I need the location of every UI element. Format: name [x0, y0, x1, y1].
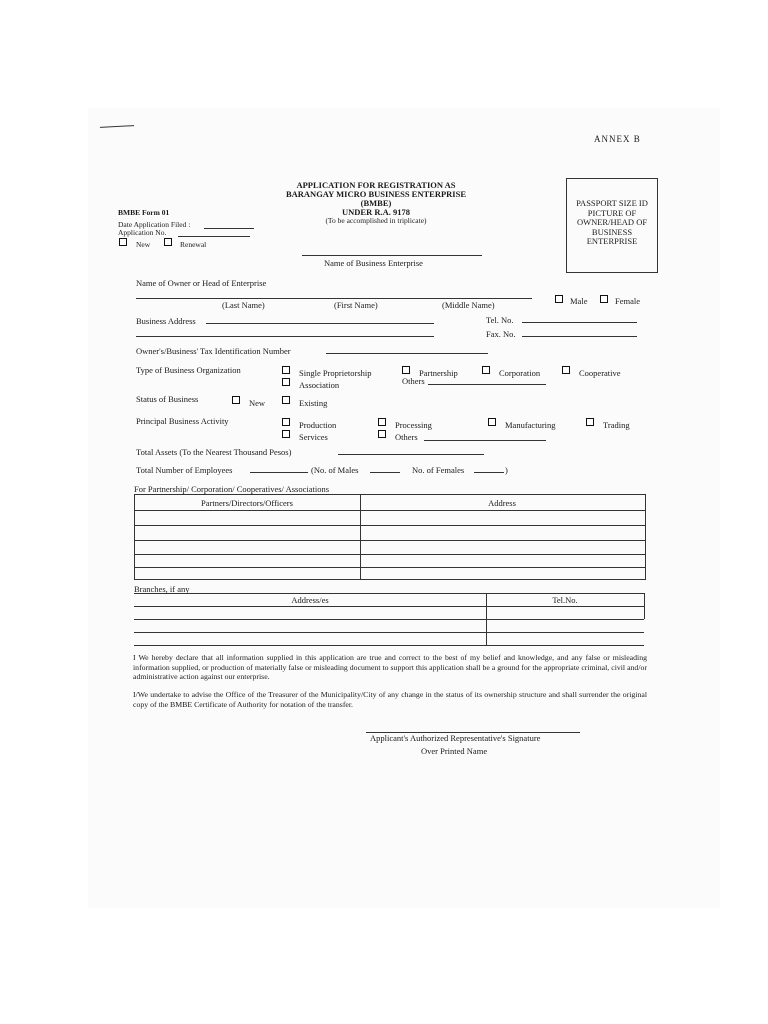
females-close: ) — [505, 465, 508, 475]
status-new-checkbox[interactable] — [232, 396, 240, 404]
declaration-paragraph-1: I We hereby declare that all information supplied in this application are true and correct to the best of my belief and knowledge, and any false or misleading information supplied, or production of materially false or misleading document to support this application shall be a ground for the appropriate criminal, civil and/or administrative action against our enterprise. — [133, 653, 647, 681]
association-checkbox[interactable] — [282, 378, 290, 386]
single-proprietorship-label: Single Proprietorship — [299, 368, 372, 378]
activity-others-label: Others — [395, 432, 418, 442]
trading-label: Trading — [603, 420, 630, 430]
branches-tel-header: Tel.No. — [552, 595, 578, 605]
signature-label: Applicant's Authorized Representative's Signature — [370, 733, 541, 743]
form-number: BMBE Form 01 — [118, 208, 170, 217]
form-title-line3: (BMBE) — [360, 198, 392, 208]
branches-row-line — [134, 619, 644, 620]
status-existing-label: Existing — [299, 398, 328, 408]
cooperative-label: Cooperative — [579, 368, 621, 378]
partners-col-header: Partners/Directors/Officers — [201, 498, 293, 508]
manufacturing-label: Manufacturing — [505, 420, 556, 430]
female-checkbox[interactable] — [600, 295, 608, 303]
application-no-field[interactable] — [178, 236, 250, 237]
partners-row-line — [134, 510, 645, 511]
employees-field[interactable] — [250, 472, 308, 473]
partners-row-line — [134, 525, 645, 526]
tin-label: Owner's/Business' Tax Identification Number — [136, 346, 291, 356]
triplicate-note: (To be accomplished in triplicate) — [325, 216, 427, 225]
business-address-label: Business Address — [136, 316, 196, 326]
branches-row-line — [134, 606, 644, 607]
photo-box-label: PASSPORT SIZE ID PICTURE OF OWNER/HEAD OF BUSINESS ENTERPRISE — [576, 198, 648, 246]
female-label: Female — [615, 296, 641, 306]
processing-label: Processing — [395, 420, 432, 430]
date-filed-field[interactable] — [204, 228, 254, 229]
annex-label: ANNEX B — [594, 134, 641, 144]
status-label: Status of Business — [136, 394, 199, 404]
processing-checkbox[interactable] — [378, 418, 386, 426]
employees-label: Total Number of Employees — [136, 465, 233, 475]
females-field[interactable] — [474, 472, 504, 473]
fax-no-label: Fax. No. — [486, 329, 516, 339]
address-col-header: Address — [488, 498, 516, 508]
corporation-label: Corporation — [499, 368, 541, 378]
male-label: Male — [570, 296, 588, 306]
partnership-label: Partnership — [419, 368, 458, 378]
new-application-label: New — [136, 240, 151, 249]
cooperative-checkbox[interactable] — [562, 366, 570, 374]
branches-right-edge — [644, 593, 645, 619]
activity-others-field[interactable] — [424, 440, 546, 441]
branches-address-header: Address/es — [291, 595, 329, 605]
single-proprietorship-checkbox[interactable] — [282, 366, 290, 374]
services-label: Services — [299, 432, 328, 442]
business-address-field-2[interactable] — [136, 336, 434, 337]
association-label: Association — [299, 380, 340, 390]
partnership-checkbox[interactable] — [402, 366, 410, 374]
branches-row-line — [134, 632, 644, 633]
corporation-checkbox[interactable] — [482, 366, 490, 374]
manufacturing-checkbox[interactable] — [488, 418, 496, 426]
male-checkbox[interactable] — [555, 295, 563, 303]
partners-heading: For Partnership/ Corporation/ Cooperatives/ Associations — [134, 484, 330, 494]
tin-field[interactable] — [326, 353, 488, 354]
total-assets-label: Total Assets (To the Nearest Thousand Pesos) — [136, 447, 292, 457]
org-type-label: Type of Business Organization — [136, 365, 241, 375]
branches-top-line — [134, 593, 644, 594]
production-label: Production — [299, 420, 337, 430]
declaration-paragraph-2: I/We undertake to advise the Office of the Treasurer of the Municipality/City of any change in the status of its ownership structure and shall surrender the original copy of the BMBE Certificate of Authority for notation of the transfer. — [133, 690, 647, 709]
last-name-label: (Last Name) — [222, 300, 265, 310]
trading-checkbox[interactable] — [586, 418, 594, 426]
date-filed-label: Date Application Filed : — [118, 220, 191, 229]
form-title-line2: BARANGAY MICRO BUSINESS ENTERPRISE — [285, 189, 467, 199]
tel-no-field[interactable] — [522, 322, 637, 323]
form-title-line4: UNDER R.A. 9178 — [342, 207, 410, 217]
business-name-field[interactable] — [302, 255, 482, 256]
tel-no-label: Tel. No. — [486, 315, 514, 325]
fax-no-field[interactable] — [522, 336, 637, 337]
activity-others-checkbox[interactable] — [378, 430, 386, 438]
services-checkbox[interactable] — [282, 430, 290, 438]
new-application-checkbox[interactable] — [119, 238, 127, 246]
middle-name-label: (Middle Name) — [442, 300, 495, 310]
partners-row-line — [134, 554, 645, 555]
first-name-label: (First Name) — [334, 300, 378, 310]
partners-row-line — [134, 540, 645, 541]
males-label: (No. of Males — [311, 465, 359, 475]
activity-label: Principal Business Activity — [136, 416, 229, 426]
males-field[interactable] — [370, 472, 400, 473]
business-name-label: Name of Business Enterprise — [324, 258, 423, 268]
total-assets-field[interactable] — [338, 454, 484, 455]
renewal-checkbox[interactable] — [164, 238, 172, 246]
branches-row-line — [134, 645, 644, 646]
status-existing-checkbox[interactable] — [282, 396, 290, 404]
org-others-label: Others — [402, 376, 425, 386]
photo-box — [566, 178, 658, 273]
status-new-label: New — [249, 398, 266, 408]
form-title-line1: APPLICATION FOR REGISTRATION AS — [296, 180, 456, 190]
production-checkbox[interactable] — [282, 418, 290, 426]
printed-name-label: Over Printed Name — [421, 746, 488, 756]
application-no-label: Application No. — [118, 228, 167, 237]
owner-name-field[interactable] — [136, 298, 532, 299]
org-others-field[interactable] — [428, 384, 546, 385]
females-label: No. of Females — [412, 465, 465, 475]
owner-name-label: Name of Owner or Head of Enterprise — [136, 278, 267, 288]
renewal-label: Renewal — [180, 240, 207, 249]
business-address-field[interactable] — [206, 323, 434, 324]
branches-heading: Branches, if any — [134, 584, 190, 594]
partners-row-line — [134, 567, 645, 568]
